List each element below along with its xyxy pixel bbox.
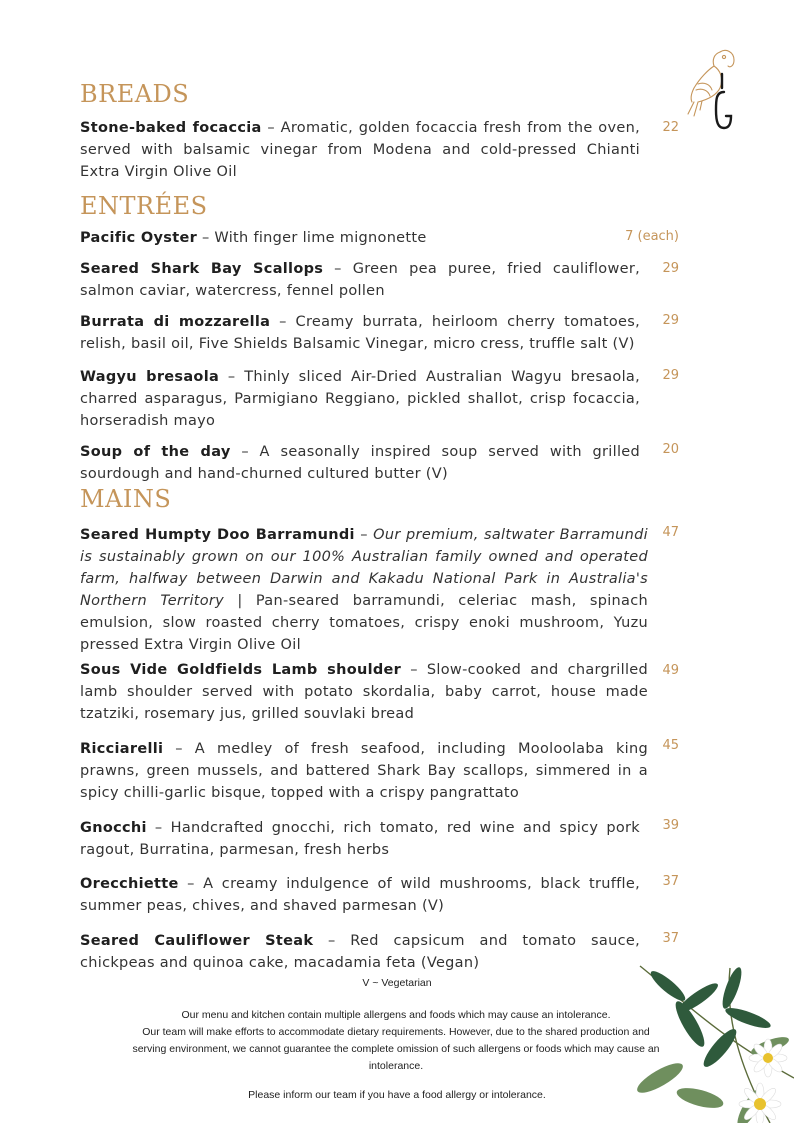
allergen-disclaimer xyxy=(130,1007,662,1075)
item-description: – With finger lime mignonette xyxy=(197,230,427,246)
parrot-logo-icon xyxy=(686,44,736,134)
menu-item-focaccia xyxy=(80,117,640,183)
item-price: 45 xyxy=(662,738,679,753)
item-price: 29 xyxy=(662,313,679,328)
item-price: 47 xyxy=(662,525,679,540)
menu-item-orecchiette xyxy=(80,873,640,917)
item-description: – Slow-cooked and chargrilled lamb shoulder served with potato skordalia, baby carrot, house made tzatziki, rosemary jus, grilled souvlaki bread xyxy=(80,662,648,722)
allergy-inform-note: Please inform our team if you have a food allergy or intolerance. xyxy=(248,1089,546,1101)
item-name: Sous Vide Goldfields Lamb shoulder xyxy=(80,662,402,678)
item-name: Wagyu bresaola xyxy=(80,369,220,385)
item-description: – Red capsicum and tomato sauce, chickpeas and quinoa cake, macadamia feta (Vegan) xyxy=(80,933,640,971)
item-description: – A medley of fresh seafood, including Mooloolaba king prawns, green mussels, and battered Shark Bay scallops, simmered in a spicy chilli-garlic bisque, topped with a crispy pangrattato xyxy=(80,741,648,801)
item-description: – Handcrafted gnocchi, rich tomato, red wine and spicy pork ragout, Burratina, parmesan, fresh herbs xyxy=(80,820,640,858)
item-price: 7 (each) xyxy=(625,229,679,244)
item-name: Burrata di mozzarella xyxy=(80,314,271,330)
menu-item-cauliflower-steak xyxy=(80,930,640,974)
item-name: Gnocchi xyxy=(80,820,147,836)
item-name: Soup of the day xyxy=(80,444,231,460)
menu-item-gnocchi xyxy=(80,817,640,861)
foliage-decoration-icon xyxy=(620,958,794,1123)
item-price: 37 xyxy=(662,874,679,889)
item-story: Our premium, saltwater Barramundi is sustainably grown on our 100% Australian family owned and operated farm, halfway between Darwin and Kakadu National Park in Australia's Northern Territory xyxy=(80,527,648,609)
menu-item-ricciarelli xyxy=(80,738,648,804)
disclaimer-line-2: Our team will make efforts to accommodate dietary requirements. However, due to the shared production and serving environment, we cannot guarantee the complete omission of such allergens or foods which may cause an intolerance. xyxy=(132,1026,660,1072)
item-name: Pacific Oyster xyxy=(80,230,198,246)
menu-item-scallops xyxy=(80,258,640,302)
menu-item-barramundi xyxy=(80,524,648,656)
item-separator: – xyxy=(354,527,374,543)
section-title-breads: BREADS xyxy=(80,80,190,108)
item-name: Seared Humpty Doo Barramundi xyxy=(80,527,355,543)
item-description: – Thinly sliced Air-Dried Australian Wagyu bresaola, charred asparagus, Parmigiano Reggiano, pickled shallot, crisp focaccia, horseradish mayo xyxy=(80,369,640,429)
item-name: Seared Shark Bay Scallops xyxy=(80,261,324,277)
item-price: 49 xyxy=(662,663,679,678)
item-price: 37 xyxy=(662,931,679,946)
item-price: 22 xyxy=(662,120,679,135)
section-title-entrees: ENTRÉES xyxy=(80,192,208,220)
menu-item-pacific-oyster xyxy=(80,227,640,249)
item-description: | Pan-seared barramundi, celeriac mash, spinach emulsion, slow roasted cherry tomatoes, crispy enoki mushroom, Yuzu pressed Extra Virgin Olive Oil xyxy=(80,593,648,653)
menu-item-burrata xyxy=(80,311,640,355)
item-description: – Creamy burrata, heirloom cherry tomatoes, relish, basil oil, Five Shields Balsamic Vinegar, micro cress, truffle salt (V) xyxy=(80,314,640,352)
item-price: 39 xyxy=(662,818,679,833)
item-name: Ricciarelli xyxy=(80,741,164,757)
item-price: 29 xyxy=(662,261,679,276)
item-name: Seared Cauliflower Steak xyxy=(80,933,314,949)
item-description: – A creamy indulgence of wild mushrooms, black truffle, summer peas, chives, and shaved parmesan (V) xyxy=(80,876,640,914)
menu-item-soup xyxy=(80,441,640,485)
item-name: Orecchiette xyxy=(80,876,179,892)
item-description: – Aromatic, golden focaccia fresh from the oven, served with balsamic vinegar from Modena and cold-pressed Chianti Extra Virgin Olive Oil xyxy=(80,120,640,180)
menu-item-lamb-shoulder xyxy=(80,659,648,725)
disclaimer-line-1: Our menu and kitchen contain multiple allergens and foods which may cause an intolerance. xyxy=(181,1009,611,1021)
item-price: 20 xyxy=(662,442,679,457)
item-description: – A seasonally inspired soup served with grilled sourdough and hand-churned cultured butter (V) xyxy=(80,444,640,482)
item-description: – Green pea puree, fried cauliflower, salmon caviar, watercress, fennel pollen xyxy=(80,261,640,299)
menu-item-wagyu-bresaola xyxy=(80,366,640,432)
vegetarian-legend: V ~ Vegetarian xyxy=(362,977,432,989)
section-title-mains: MAINS xyxy=(80,485,172,513)
item-price: 29 xyxy=(662,368,679,383)
item-name: Stone-baked focaccia xyxy=(80,120,262,136)
